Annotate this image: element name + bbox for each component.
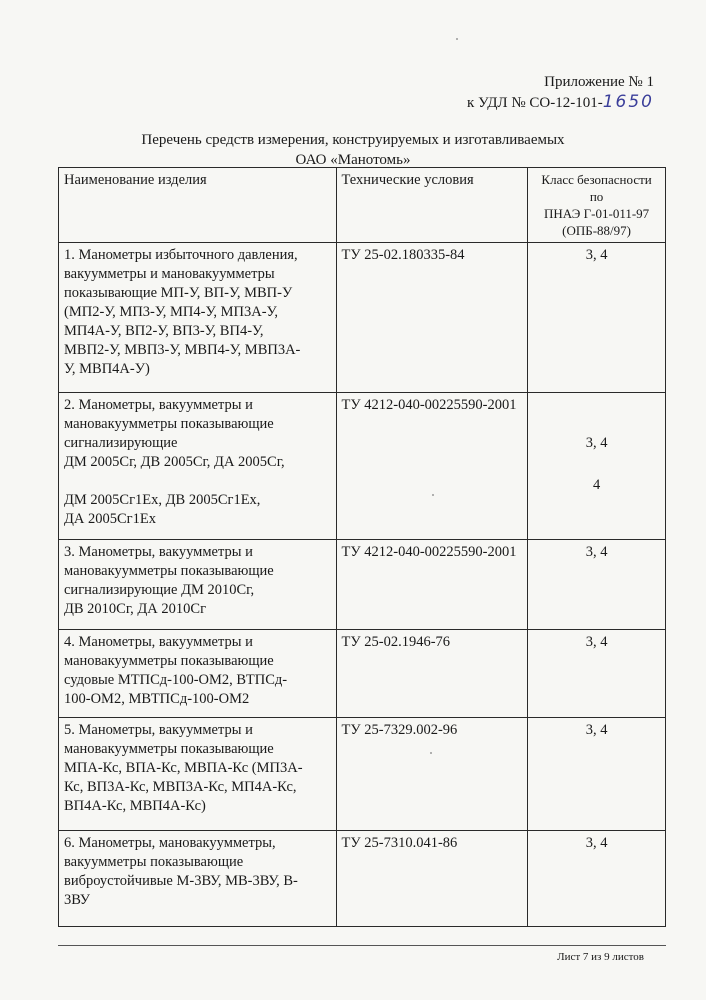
- name-line: МПА-Кс, ВПА-Кс, МВПА-Кс (МП3А-: [64, 760, 303, 776]
- class-spacer: [533, 453, 660, 472]
- name-line: 1. Манометры избыточного давления,: [64, 247, 298, 263]
- table-header-row: [59, 168, 666, 243]
- name-line: ДА 2005Сг1Ех: [64, 511, 156, 527]
- name-line: ДВ 2010Сг, ДА 2010Сг: [64, 601, 207, 617]
- name-line: 2. Манометры, вакуумметры и: [64, 397, 253, 413]
- scan-speck: [432, 494, 434, 496]
- row-name-cell: [59, 540, 337, 630]
- table-row: [59, 393, 666, 540]
- row-spec-cell: ТУ 25-02.180335-84: [336, 243, 528, 393]
- name-line: мановакуумметры показывающие: [64, 741, 274, 757]
- row-name-cell: [59, 243, 337, 393]
- header-class: [528, 168, 666, 243]
- row-class-cell: 3, 4: [528, 630, 666, 718]
- table-row: [59, 831, 666, 927]
- class-value-secondary: 4: [592, 477, 601, 493]
- table-row: [59, 540, 666, 630]
- document-title: [0, 130, 706, 170]
- title-line-1: Перечень средств измерения, конструируемых и изготавливаемых: [141, 132, 565, 148]
- row-class-cell: 3, 4: [528, 540, 666, 630]
- appendix-reference: [467, 92, 654, 113]
- row-class-cell: 3, 4: [528, 243, 666, 393]
- name-line: Кс, ВП3А-Кс, МВП3А-Кс, МП4А-Кс,: [64, 779, 297, 795]
- name-line: вакуумметры показывающие: [64, 854, 244, 870]
- table-row: [59, 718, 666, 831]
- row-class-cell: [528, 393, 666, 540]
- name-line: показывающие МП-У, ВП-У, МВП-У: [64, 285, 293, 301]
- scan-speck: [430, 752, 432, 754]
- name-line: (МП2-У, МП3-У, МП4-У, МП3А-У,: [64, 304, 279, 320]
- name-line: ДМ 2005Сг, ДВ 2005Сг, ДА 2005Сг,: [64, 454, 285, 470]
- name-line: 100-ОМ2, МВТПСд-100-ОМ2: [64, 691, 250, 707]
- row-spec-cell: ТУ 25-7329.002-96: [336, 718, 528, 831]
- name-line: ВП4А-Кс, МВП4А-Кс): [64, 798, 206, 814]
- table-row: [59, 243, 666, 393]
- name-line: МП4А-У, ВП2-У, ВП3-У, ВП4-У,: [64, 323, 264, 339]
- row-class-cell: 3, 4: [528, 831, 666, 927]
- class-value: 3, 4: [585, 435, 608, 451]
- name-line: судовые МТПСд-100-ОМ2, ВТПСд-: [64, 672, 288, 688]
- name-line: 3. Манометры, вакуумметры и: [64, 544, 253, 560]
- name-line: мановакуумметры показывающие: [64, 653, 274, 669]
- name-line: 4. Манометры, вакуумметры и: [64, 634, 253, 650]
- header-class-line: Класс безопасности: [541, 172, 652, 187]
- appendix-header: [467, 72, 654, 113]
- header-class-line: ПНАЭ Г-01-011-97: [543, 206, 650, 221]
- row-spec-cell: ТУ 25-02.1946-76: [336, 630, 528, 718]
- row-name-cell: [59, 393, 337, 540]
- row-name-cell: [59, 718, 337, 831]
- header-class-line: (ОПБ-88/97): [562, 223, 631, 238]
- name-line: ДМ 2005Сг1Ех, ДВ 2005Сг1Ех,: [64, 492, 261, 508]
- name-line: мановакуумметры показывающие: [64, 563, 274, 579]
- name-line: мановакуумметры показывающие: [64, 416, 274, 432]
- row-spec-cell: ТУ 25-7310.041-86: [336, 831, 528, 927]
- table-row: [59, 630, 666, 718]
- row-class-cell: 3, 4: [528, 718, 666, 831]
- title-line-2: ОАО «Манотомь»: [295, 152, 411, 168]
- name-line: У, МВП4А-У): [64, 361, 150, 377]
- row-spec-cell: ТУ 4212-040-00225590-2001: [336, 393, 528, 540]
- name-line: сигнализирующие: [64, 435, 178, 451]
- class-spacer: [533, 396, 660, 434]
- name-line: 5. Манометры, вакуумметры и: [64, 722, 253, 738]
- name-line: сигнализирующие ДМ 2010Сг,: [64, 582, 255, 598]
- handwritten-number: 1650: [602, 92, 654, 112]
- instruments-table: [58, 167, 666, 927]
- row-name-cell: [59, 630, 337, 718]
- name-line: вакуумметры и мановакуумметры: [64, 266, 275, 282]
- name-line: 3ВУ: [64, 892, 91, 908]
- appendix-reference-prefix: к УДЛ № СО-12-101-: [467, 95, 603, 111]
- row-spec-cell: ТУ 4212-040-00225590-2001: [336, 540, 528, 630]
- header-class-line: по: [589, 189, 604, 204]
- appendix-title: Приложение № 1: [544, 74, 654, 90]
- name-line: МВП2-У, МВП3-У, МВП4-У, МВП3А-: [64, 342, 301, 358]
- blank-line: [64, 472, 331, 491]
- header-name: Наименование изделия: [59, 168, 337, 243]
- header-spec: Технические условия: [336, 168, 528, 243]
- footer-divider: [58, 945, 666, 946]
- name-line: 6. Манометры, мановакуумметры,: [64, 835, 276, 851]
- sheet-number: Лист 7 из 9 листов: [557, 951, 644, 963]
- scan-speck: [456, 38, 458, 40]
- row-name-cell: [59, 831, 337, 927]
- name-line: виброустойчивые М-3ВУ, МВ-3ВУ, В-: [64, 873, 298, 889]
